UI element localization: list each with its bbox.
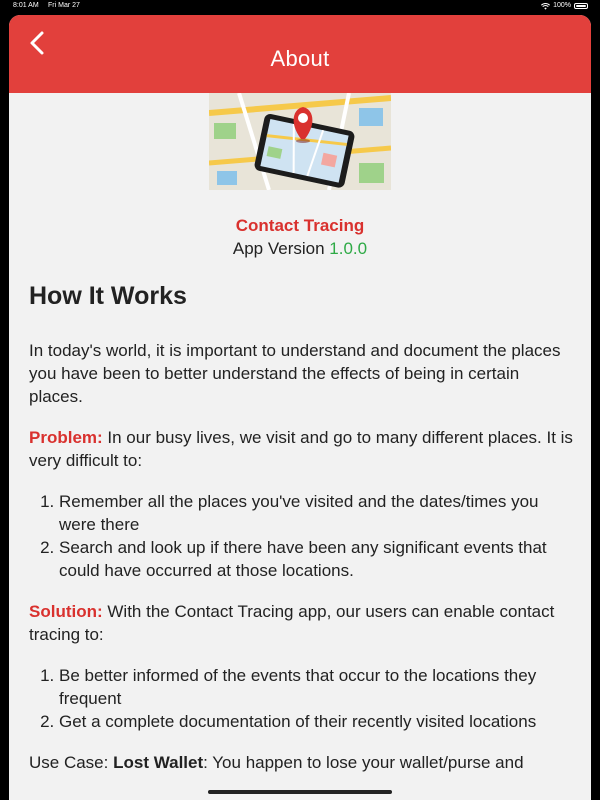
status-date: Fri Mar 27 [48, 2, 80, 9]
list-item: 1. Remember all the places you've visited and the dates/times you were there [59, 490, 577, 536]
solution-label: Solution: [29, 602, 103, 621]
status-right [541, 0, 588, 12]
status-bar [0, 0, 600, 14]
problem-list [29, 490, 577, 582]
list-item: 2. Search and look up if there have been any significant events that could have occurred at those locations. [59, 536, 577, 582]
use-case-label: Lost Wallet [113, 753, 204, 772]
problem-text: In our busy lives, we visit and go to many different places. It is very difficult to: [29, 428, 573, 470]
list-item: 1. Be better informed of the events that occur to the locations they frequent [59, 664, 577, 710]
version-label: App Version [232, 239, 325, 258]
list-item: 2. Get a complete documentation of their recently visited locations [59, 710, 577, 733]
use-case-paragraph [29, 751, 577, 774]
solution-list [29, 664, 577, 733]
home-indicator[interactable] [208, 790, 392, 794]
use-case-text: : You happen to lose your wallet/purse and [203, 753, 524, 772]
page-title: About [270, 46, 330, 71]
solution-text: With the Contact Tracing app, our users can enable contact tracing to: [29, 602, 555, 644]
problem-paragraph [29, 426, 577, 472]
solution-paragraph [29, 600, 577, 646]
how-it-works-section [29, 279, 577, 792]
battery-icon [574, 3, 588, 9]
wifi-icon [541, 3, 550, 10]
intro-paragraph: In today's world, it is important to understand and document the places you have been to better understand the effects of being in certain places. [29, 341, 561, 406]
hero-image [209, 93, 391, 190]
app-version [9, 239, 591, 259]
problem-label: Problem: [29, 428, 103, 447]
app-screen [9, 15, 591, 800]
status-time: 8:01 AM [13, 2, 39, 9]
app-name: Contact Tracing [235, 216, 365, 235]
section-heading: How It Works [29, 282, 187, 310]
about-content[interactable] [9, 93, 591, 800]
navigation-bar [9, 15, 591, 93]
version-number: 1.0.0 [329, 239, 368, 258]
use-case-prefix: Use Case: [29, 753, 114, 772]
map-phone-pin-illustration [209, 93, 391, 190]
battery-percent: 100% [553, 2, 571, 9]
